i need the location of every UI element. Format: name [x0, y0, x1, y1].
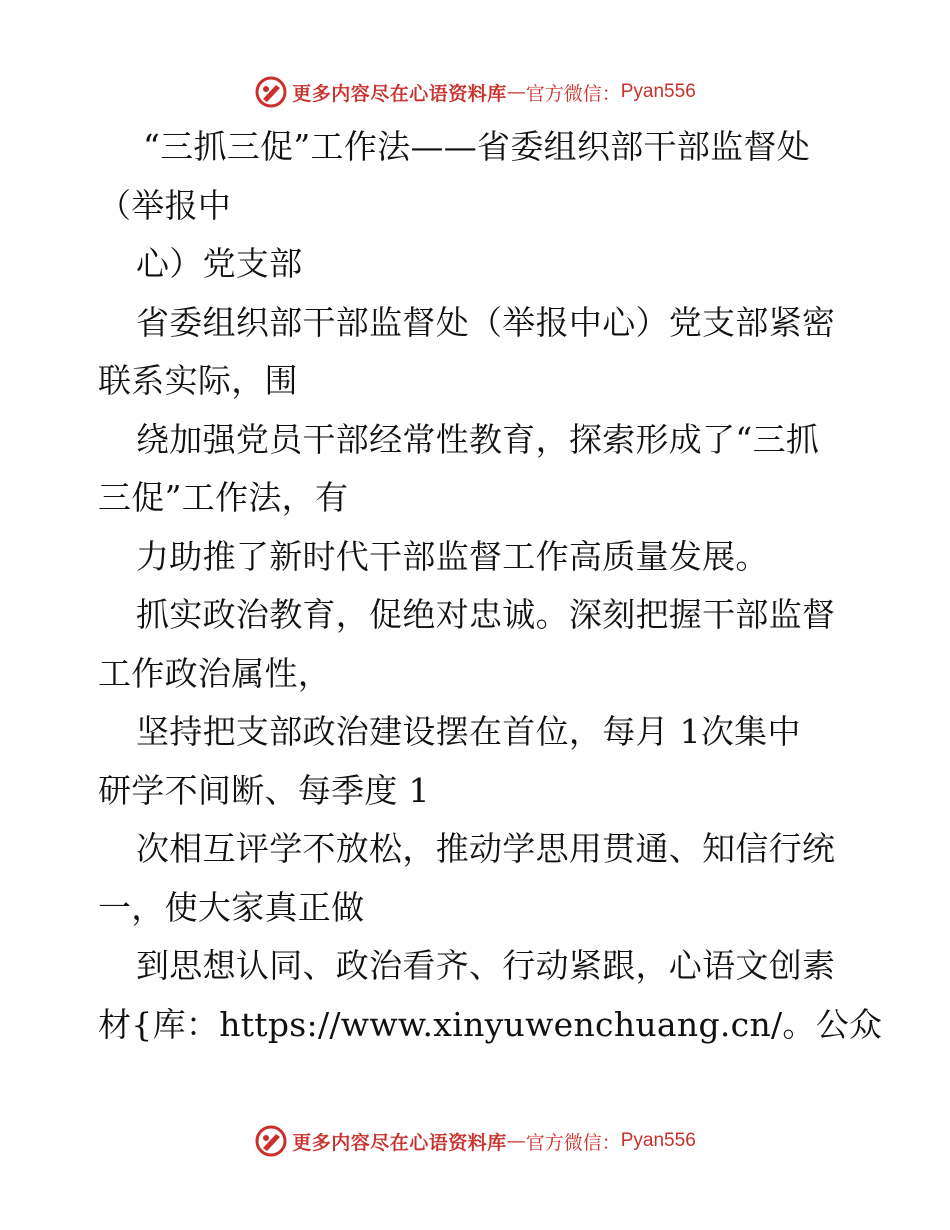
footer-banner — [0, 1121, 950, 1161]
text-line: 到思想认同、政治看齐、行动紧跟，心语文创素 — [136, 946, 836, 985]
text-line: 研学不间断、每季度 1 — [98, 770, 430, 810]
banner-wechat-id: Pyan556 — [620, 81, 696, 102]
banner-separator: — — [506, 81, 526, 103]
banner-wechat-id: Pyan556 — [620, 1130, 696, 1151]
text-line: 坚持把支部政治建设摆在首位，每月 1次集中 — [136, 712, 801, 751]
title-line: “三抓三促”工作法——省委组织部干部监督处 — [143, 127, 811, 166]
text-line: 材{库：https://www.xinyuwenchuang.cn/。公众 — [98, 1004, 883, 1044]
text-line: 绕加强党员干部经常性教育，探索形成了“三抓 — [136, 419, 820, 459]
text-line: （举报中 — [98, 185, 232, 225]
rabbit-pen-logo-icon — [254, 1124, 288, 1158]
header-banner — [0, 72, 950, 112]
text-line: 心）党支部 — [136, 244, 303, 283]
text-line: 力助推了新时代干部监督工作高质量发展。 — [136, 536, 769, 576]
text-line: 工作政治属性， — [98, 653, 332, 693]
text-line: 次相互评学不放松，推动学思用贯通、知信行统 — [136, 829, 836, 868]
banner-separator: — — [506, 1130, 526, 1152]
text-line: 省委组织部干部监督处（举报中心）党支部紧密 — [136, 302, 836, 342]
document-body — [98, 118, 883, 1054]
banner-main-text: 更多内容尽在心语资料库 — [292, 82, 507, 105]
banner-wechat-label: 官方微信： — [525, 82, 621, 105]
text-line: 一，使大家真正做 — [98, 887, 365, 927]
banner-main-text: 更多内容尽在心语资料库 — [292, 1131, 507, 1154]
text-line: 三促”工作法，有 — [98, 478, 349, 517]
text-line: 联系实际，围 — [98, 361, 298, 400]
rabbit-pen-logo-icon — [254, 75, 288, 109]
banner-wechat-label: 官方微信： — [525, 1131, 621, 1154]
text-line: 抓实政治教育，促绝对忠诚。深刻把握干部监督 — [136, 595, 836, 634]
